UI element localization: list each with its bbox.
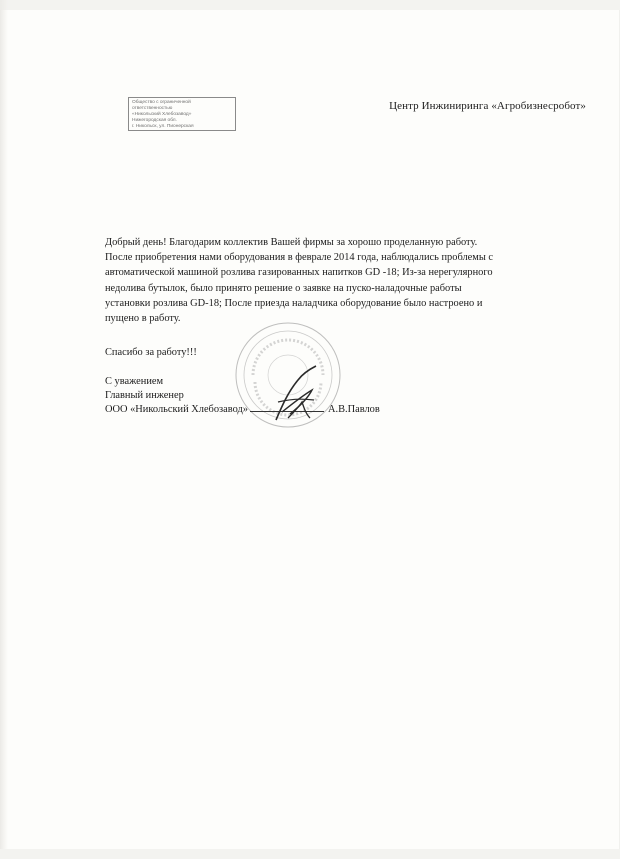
- thanks-line: Спасибо за работу!!!: [105, 347, 197, 358]
- handwritten-signature-icon: [268, 362, 328, 426]
- body-line: пущено в работу.: [105, 313, 181, 325]
- corner-stamp-line: ответственностью: [132, 106, 173, 111]
- body-line: недолива бутылок, было принято решение о заявке на пуско-наладочные работы: [105, 282, 462, 294]
- organization-signer-line: [105, 403, 380, 417]
- signature-block: [105, 375, 380, 417]
- body-line: автоматической машиной розлива газированных напитков GD -18; Из-за нерегулярного: [105, 267, 493, 279]
- signer-name: А.В.Павлов: [327, 404, 380, 415]
- scan-edge-shadow: [0, 0, 8, 859]
- organization-name: ООО «Никольский Хлебозавод»: [105, 404, 248, 415]
- recipient-line: Центр Инжиниринга «Агробизнесробот»: [389, 100, 586, 112]
- corner-stamp-line: «Никольский Хлебозавод»: [132, 112, 192, 117]
- body-line: После приобретения нами оборудования в феврале 2014 года, наблюдались проблемы с: [105, 252, 494, 264]
- position-line: Главный инженер: [105, 390, 184, 401]
- body-line: установки розлива GD-18; После приезда наладчика оборудование было настроено и: [105, 297, 483, 309]
- body-line: Добрый день! Благодарим коллектив Вашей фирмы за хорошо проделанную работу.: [105, 237, 478, 248]
- corner-stamp-line: г. Никольск, ул. Пионерская: [132, 124, 194, 129]
- regards-line: С уважением: [105, 376, 164, 387]
- letter-body: [105, 235, 585, 326]
- corner-stamp: [128, 97, 236, 131]
- corner-stamp-line: Нижегородская обл.: [132, 118, 177, 123]
- corner-stamp-line: Общество с ограниченной: [132, 100, 191, 105]
